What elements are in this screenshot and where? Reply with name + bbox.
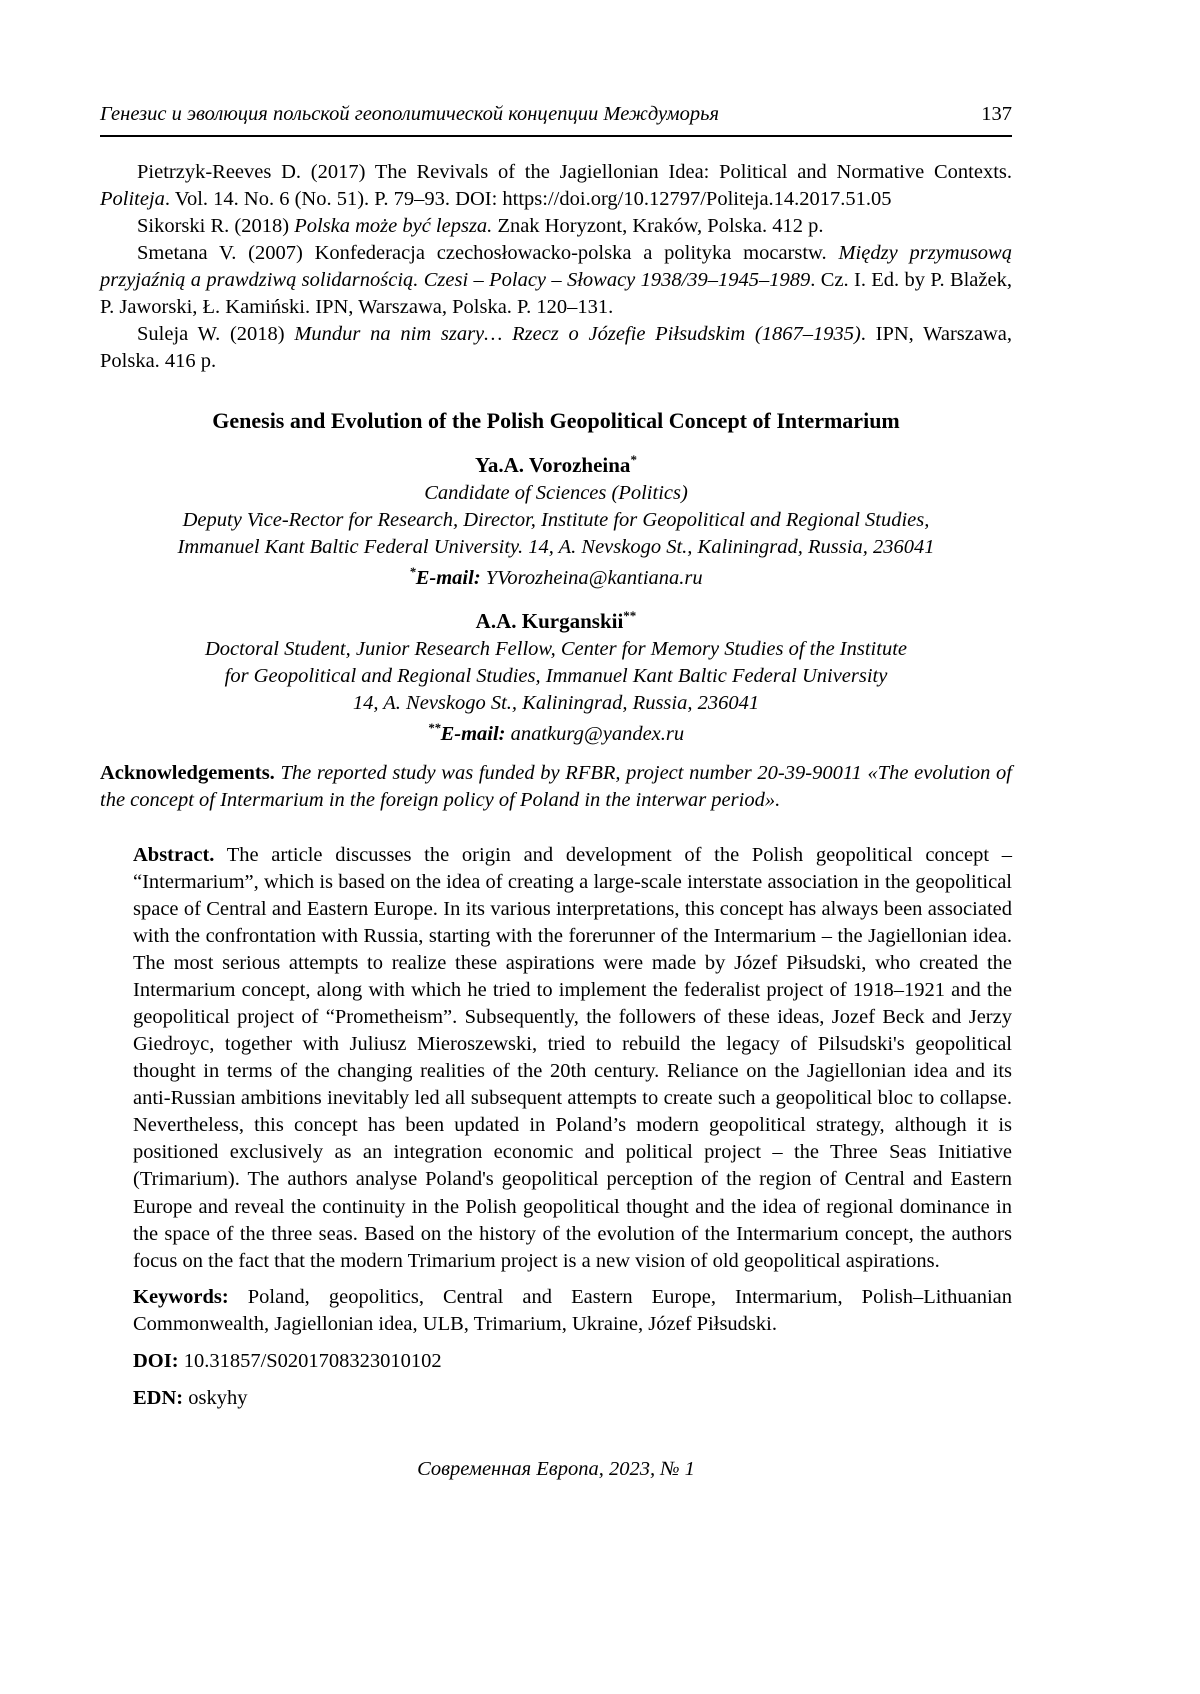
- email-marker: *: [409, 565, 416, 580]
- acknowledgements-label: Acknowledgements.: [100, 761, 275, 784]
- email-label: *E-mail:: [409, 565, 481, 589]
- acknowledgements-paragraph: [100, 760, 1012, 814]
- author-block-1: [100, 452, 1012, 592]
- author-name: [100, 452, 1012, 480]
- affiliation-line: Doctoral Student, Junior Research Fellow, Center for Memory Studies of the Institute: [204, 637, 907, 660]
- reference-entry-4: Suleja W. (2018) Mundur na nim szary… Rzecz o Józefie Piłsudskim (1867–1935). IPN, Warszawa, Polska. 416 p.: [100, 323, 1013, 373]
- reference-entry-1: Pietrzyk-Reeves D. (2017) The Revivals of the Jagiellonian Idea: Political and Normative Contexts. Politeja. Vol. 14. No. 6 (No. 51). P. 79–93. DOI: https://doi.org/10.12797/Politeja.14.2017.51.05: [100, 161, 1012, 211]
- running-title: Генезис и эволюция польской геополитической концепции Междуморья: [100, 103, 719, 125]
- author-name: [100, 608, 1012, 636]
- keywords-label: Keywords:: [133, 1285, 229, 1308]
- edn-line: [133, 1385, 1012, 1412]
- abstract-label: Abstract.: [133, 843, 215, 866]
- email-label: **E-mail:: [427, 720, 506, 745]
- doi-label: DOI:: [133, 1349, 179, 1372]
- doi-value: 10.31857/S0201708323010102: [183, 1349, 442, 1372]
- affiliation-line: Immanuel Kant Baltic Federal University. 14, A. Nevskogo St., Kaliningrad, Russia, 236041: [177, 535, 935, 558]
- abstract-paragraph: [133, 842, 1012, 1275]
- keywords-text: Poland, geopolitics, Central and Eastern Europe, Intermarium, Polish–Lithuanian Commonwealth, Jagiellonian idea, ULB, Trimarium, Ukraine, Józef Piłsudski.: [133, 1285, 1013, 1335]
- author-block-2: [100, 608, 1012, 748]
- affiliation-line: for Geopolitical and Regional Studies, Immanuel Kant Baltic Federal University: [224, 664, 888, 687]
- abstract-text: The article discusses the origin and development of the Polish geopolitical concept – “Intermarium”, which is based on the idea of creating a large-scale interstate association in the geopolitical space of Central and Eastern Europe. In its various interpretations, this concept has always been associated with the confrontation with Russia, starting with the forerunner of the Intermarium – the Jagiellonian idea. The most serious attempts to realize these aspirations were made by Józef Piłsudski, who created the Intermarium concept, along with which he tried to implement the federalist project of 1918–1921 and the geopolitical project of “Prometheism”. Subsequently, the followers of these ideas, Jozef Beck and Jerzy Giedroyc, together with Juliusz Mieroszewski, tried to rebuild the legacy of Pilsudski's geopolitical thought in terms of the changing realities of the 20th century. Reliance on the Jagiellonian idea and its anti-Russian ambitions inevitably led all subsequent attempts to create such a geopolitical bloc to collapse. Nevertheless, this concept has been updated in Poland’s modern geopolitical strategy, although it is positioned exclusively as an integration economic and political project – the Three Seas Initiative (Trimarium). The authors analyse Poland's geopolitical perception of the region of Central and Eastern Europe and reveal the continuity in the Polish geopolitical thought and the idea of regional dominance in the space of the three seas. Based on the history of the evolution of the Intermarium concept, the authors focus on the fact that the modern Trimarium project is a new vision of old geopolitical aspirations.: [133, 843, 1012, 1272]
- keywords-paragraph: [133, 1284, 1012, 1338]
- affiliation-line: Deputy Vice-Rector for Research, Director, Institute for Geopolitical and Regional Studies,: [182, 508, 930, 531]
- edn-label: EDN:: [133, 1386, 184, 1409]
- abstract-keywords-block: [133, 842, 1012, 1412]
- email-line: [100, 565, 1012, 592]
- edn-value: oskyhy: [188, 1386, 248, 1409]
- author-name-text: Ya.A. Vorozheina: [475, 453, 631, 478]
- reference-entry-3: Smetana V. (2007) Konfederacja czechosłowacko-polska a polityka mocarstw. Między przymusową przyjaźnią a prawdziwą solidarnością. Czesi – Polacy – Słowacy 1938/39–1945–1989. Cz. I. Ed. by P. Blažek, P. Jaworski, Ł. Kamiński. IPN, Warszawa, Polska. P. 120–131.: [100, 242, 1012, 319]
- references-section: [100, 159, 1012, 375]
- doi-line: [133, 1348, 1012, 1375]
- affiliation-line: 14, A. Nevskogo St., Kaliningrad, Russia, 236041: [352, 691, 760, 714]
- author-marker: **: [623, 607, 637, 623]
- email-line: [100, 721, 1012, 748]
- running-head: [100, 101, 1012, 137]
- email-address: YVorozheina@kantiana.ru: [485, 566, 703, 589]
- reference-entry-2: Sikorski R. (2018) Polska może być lepsza. Znak Horyzont, Kraków, Polska. 412 p.: [137, 215, 824, 238]
- email-marker: **: [427, 720, 441, 735]
- article-title: Genesis and Evolution of the Polish Geopolitical Concept of Intermarium: [212, 408, 900, 434]
- acknowledgements-text: The reported study was funded by RFBR, project number 20-39-90011 «The evolution of the concept of Intermarium in the foreign policy of Poland in the interwar period».: [100, 761, 1012, 811]
- affiliation-line: Candidate of Sciences (Politics): [424, 481, 688, 504]
- page-number: 137: [981, 103, 1012, 125]
- author-name-text: A.A. Kurganskii: [475, 608, 624, 633]
- author-marker: *: [630, 452, 637, 468]
- journal-footer: Современная Европа, 2023, № 1: [417, 1457, 695, 1480]
- email-address: anatkurg@yandex.ru: [510, 722, 685, 745]
